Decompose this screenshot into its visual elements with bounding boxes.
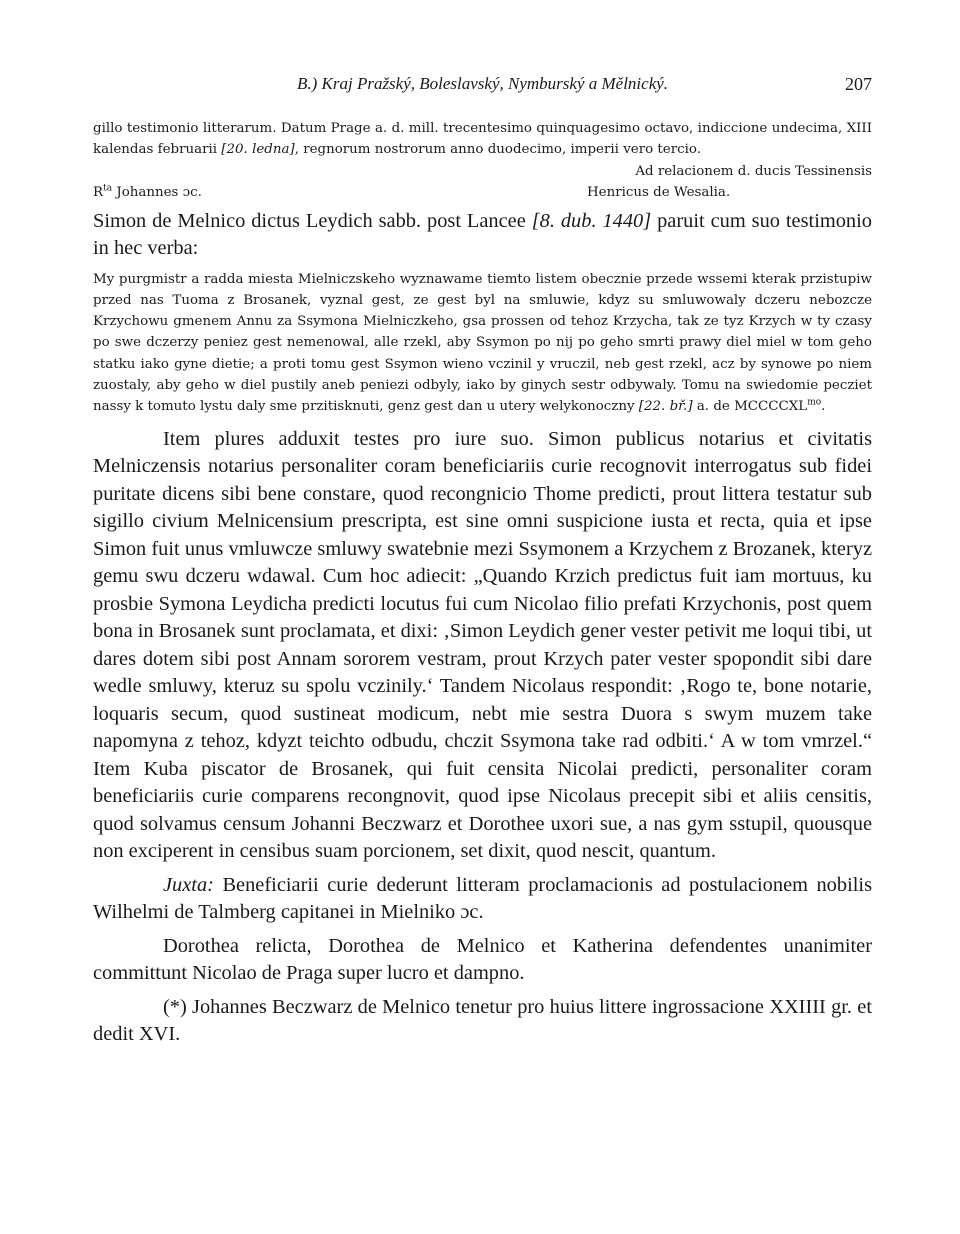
signature-left-name: Johannes ɔc. bbox=[112, 185, 202, 201]
page-number: 207 bbox=[845, 74, 872, 94]
paragraph-dorothea: Dorothea relicta, Dorothea de Melnico et Katherina defendentes unanimiter committunt Nicolao de Praga super lucro et dampno. bbox=[93, 934, 872, 985]
charter-line-2a: undecima, XIII kalendas februarii bbox=[93, 121, 872, 158]
entry-intro-text: Simon de Melnico dictus Leydich sabb. post Lancee bbox=[93, 209, 532, 232]
charter-ending bbox=[93, 118, 872, 161]
juxta-label: Juxta: bbox=[163, 873, 214, 896]
czech-letter bbox=[93, 269, 872, 418]
paragraph-juxta bbox=[93, 872, 872, 927]
running-head: B.) Kraj Pražský, Boleslavský, Nymburský a Mělnický. bbox=[296, 74, 669, 93]
letter-date-note: [22. bř.] bbox=[638, 399, 693, 415]
relation-row bbox=[93, 161, 872, 183]
letter-year: a. de MCCCCXL bbox=[692, 399, 808, 415]
relation-note: Ad relacionem d. ducis Tessinensis bbox=[635, 163, 872, 179]
juxta-text: Beneficiarii curie dederunt litteram proclamacionis ad postulacionem nobilis Wilhelmi de Talmberg capitanei in Mielniko ɔc. bbox=[93, 873, 872, 924]
letter-end: . bbox=[821, 399, 826, 415]
paragraph-testimony: Item plures adduxit testes pro iure suo. Simon publicus notarius et civitatis Melniczensis notarius personaliter coram beneficiariis curie recognovit interrogatus sub fidei puritate dicens sibi bene constare, quod recongnicio Thome predicti, prout littera testatur sub sigillo civium Melnicensium prescripta, est sine omni suspicione iusta et recta, quia et ipse Simon fuit unus vmluwcze smluwy swatebnie mezi Ssymonem a Krzychem z Brozanek, kteryz gemu swu dczeru wdawal. Cum hoc adiecit: „Quando Krzich predictus fuit iam mortuus, ku prosbie Symona Leydicha predicti locutus fui cum Nicolao filio prefati Krzychonis, post quem bona in Brosanek sunt proclamata, et dixi: ‚Simon Leydich gener vester petivit me loqui tibi, ut dares dotem sibi post Annam sororem vestram, prout Krzych pater vester spopondit sibi dare wedle smluwy, kteruz su spolu vczinily.‘ Tandem Nicolaus respondit: ‚Rogo te, bone notarie, loquaris secum, quod sustineat modicum, nebt mie sestra Duora s swym muzem take napomyna z tehoz, kdyzt teichto odbudu, chczit Ssymona take rad odbiti.‘ A w tom vmrzel.“ Item Kuba piscator de Brosanek, qui fuit censita Nicolai predicti, personaliter coram beneficiariis curie comparens recongnovit, quod ipse Nicolaus precepit sibi et aliis censitis, quod solvamus censum Johanni Beczwarz et Dorothee uxori sue, a nas gym sstupil, quousque non exciperent in censibus suam porcionem, set dixit, quod nescit, quantum. bbox=[93, 427, 872, 863]
signature-left bbox=[93, 182, 202, 204]
paragraph-fee: (*) Johannes Beczwarz de Melnico tenetur pro huius littere ingrossacione XXIIII gr. et dedit XVI. bbox=[93, 995, 872, 1046]
signature-left-r: R bbox=[93, 185, 104, 201]
page-header bbox=[93, 74, 872, 104]
charter-line-2b: , regnorum nostrorum anno duodecimo, imperii vero tercio. bbox=[294, 142, 701, 158]
entry-intro-end: paruit cum suo testimonio in hec verba: bbox=[93, 209, 872, 260]
letter-text: My purgmistr a radda miesta Mielniczskeho wyznawame tiemto listem obecznie przede wssemi kterak przistupiw przed nas Tuoma z Brosanek, vyznal gest, ze gest byl na smluwie, kdyz su smluwowaly dczeru nebozcze Krzychowu gmenem Annu za Ssymona Mielniczkeho, gsa prossen od tehoz Krzycha, tak ze tyz Krzych w ty czasy po swe dczerzy peniez gest nemenowal, alle rzekl, aby Ssymon po nij po geho smrti prawy diel miel w tom geho statku iako gyne dietie; a proti tomu gest Ssymon wieno vczinil y vruczil, neb gest rzekl, acz by synowe po niem zuostaly, aby geho w diel pustily aneb peniezi odbyly, iako by ginych sestr odbywaly. Tomu na swiedomie pecziet nassy k tomuto lystu daly sme przitisknuti, genz gest dan u utery welykonoczny bbox=[93, 271, 872, 415]
signature-left-sup: ta bbox=[103, 183, 113, 194]
charter-line-1: gillo testimonio litterarum. Datum Prage a. d. mill. trecentesimo quinquagesimo octavo, indiccione bbox=[93, 121, 768, 136]
letter-year-sup: mo bbox=[807, 397, 822, 408]
entry-date-note: [8. dub. 1440] bbox=[531, 209, 652, 232]
signature-right: Henricus de Wesalia. bbox=[587, 185, 731, 201]
signature-row bbox=[93, 182, 872, 204]
date-note: [20. ledna] bbox=[221, 142, 295, 158]
entry-intro bbox=[93, 208, 872, 263]
